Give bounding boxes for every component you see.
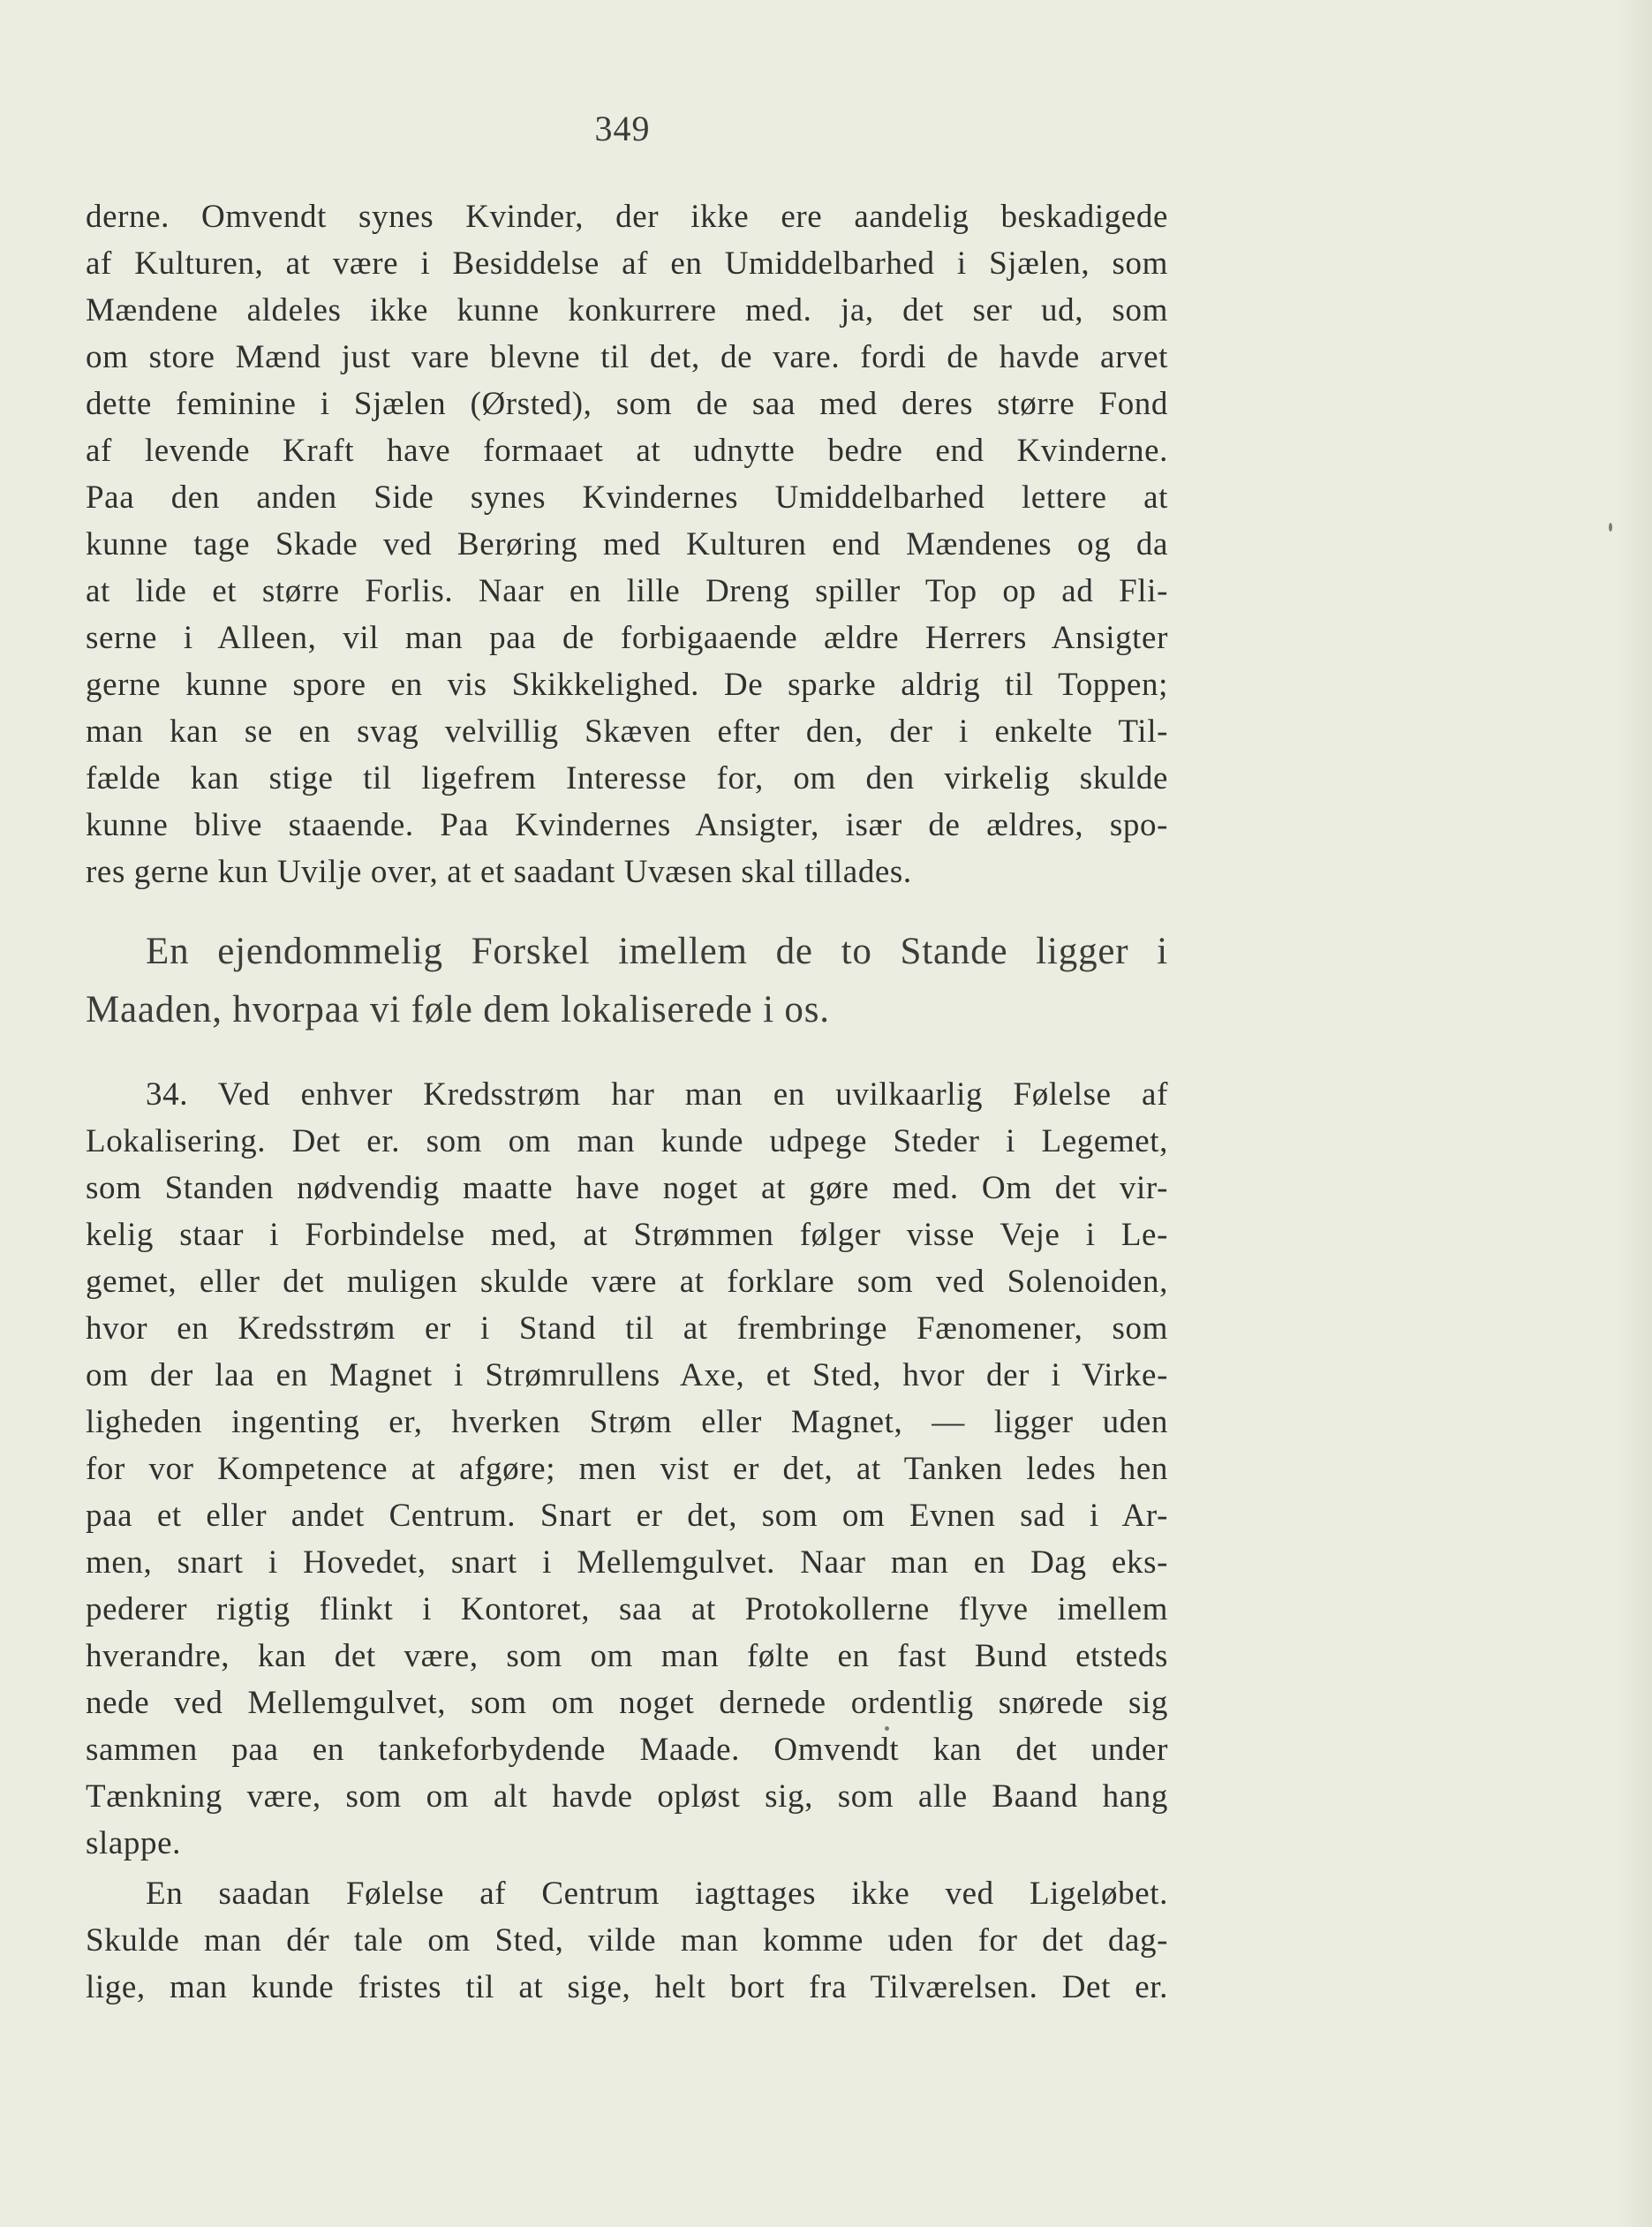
text-line: at lide et større Forlis. Naar en lille Dreng spiller Top op ad Fli- [86,573,1168,609]
paragraph-section-34 [86,1071,1168,1867]
summary-line: En ejendommelig Forskel imellem de to Stande ligger i [146,931,1168,972]
text-line: serne i Alleen, vil man paa de forbigaaende ældre Herrers Ansigter [86,620,1168,656]
text-line: derne. Omvendt synes Kvinder, der ikke ere aandelig beskadigede [86,199,1168,235]
text-line: fælde kan stige til ligefrem Interesse for, om den virkelig skulde [86,760,1168,796]
text-line: dette feminine i Sjælen (Ørsted), som de saa med deres større Fond [86,386,1168,422]
text-line: lige, man kunde fristes til at sige, helt bort fra Tilværelsen. Det er. [86,1969,1168,2005]
text-line: kelig staar i Forbindelse med, at Strømmen følger visse Veje i Le- [86,1217,1168,1253]
page-edge-shadow [1617,0,1652,2227]
text-line: hvor en Kredsstrøm er i Stand til at frembringe Fænomener, som [86,1310,1168,1347]
page-number: 349 [594,109,651,148]
text-line: pederer rigtig flinkt i Kontoret, saa at Protokollerne flyve imellem [86,1591,1168,1627]
text-line: paa et eller andet Centrum. Snart er det, som om Evnen sad i Ar- [86,1498,1168,1534]
text-line: man kan se en svag velvillig Skæven efter den, der i enkelte Til- [86,713,1168,750]
text-line: slappe. [86,1825,181,1861]
text-line: om store Mænd just vare blevne til det, de vare. fordi de havde arvet [86,339,1168,375]
text-line: En saadan Følelse af Centrum iagttages ikke ved Ligeløbet. [146,1876,1168,1912]
text-line: for vor Kompetence at afgøre; men vist er det, at Tanken ledes hen [86,1451,1168,1487]
section-summary [86,923,1168,1039]
scan-speck [1609,523,1612,532]
text-line: ligheden ingenting er, hverken Strøm eller Magnet, — ligger uden [86,1404,1168,1440]
text-line: kunne blive staaende. Paa Kvindernes Ansigter, især de ældres, spo- [86,807,1168,843]
text-line: 34. Ved enhver Kredsstrøm har man en uvilkaarlig Følelse af [146,1076,1168,1113]
text-line: af Kulturen, at være i Besiddelse af en Umiddelbarhed i Sjælen, som [86,245,1168,282]
text-line: men, snart i Hovedet, snart i Mellemgulvet. Naar man en Dag eks- [86,1544,1168,1581]
summary-line: Maaden, hvorpaa vi føle dem lokaliserede i os. [86,989,830,1030]
text-line: Skulde man dér tale om Sted, vilde man komme uden for det dag- [86,1922,1168,1959]
text-line: sammen paa en tankeforbydende Maade. Omvendt kan det under [86,1732,1168,1768]
text-line: af levende Kraft have formaaet at udnytte bedre end Kvinderne. [86,433,1168,469]
text-line: Tænkning være, som om alt havde opløst sig, som alle Baand hang [86,1778,1168,1815]
text-line: kunne tage Skade ved Berøring med Kulturen end Mændenes og da [86,526,1168,562]
text-line: Lokalisering. Det er. som om man kunde udpege Steder i Legemet, [86,1123,1168,1159]
paragraph-continued [86,193,1168,895]
text-line: som Standen nødvendig maatte have noget at gøre med. Om det vir- [86,1170,1168,1206]
text-line: gemet, eller det muligen skulde være at forklare som ved Solenoiden, [86,1264,1168,1300]
scan-speck [885,1726,889,1731]
text-line: om der laa en Magnet i Strømrullens Axe, et Sted, hvor der i Virke- [86,1357,1168,1393]
text-line: Mændene aldeles ikke kunne konkurrere med. ja, det ser ud, som [86,292,1168,328]
text-line: gerne kunne spore en vis Skikkelighed. De sparke aldrig til Toppen; [86,667,1168,703]
text-line: nede ved Mellemgulvet, som om noget dernede ordentlig snørede sig [86,1685,1168,1721]
text-line: res gerne kun Uvilje over, at et saadant Uvæsen skal tillades. [86,854,912,890]
text-line: hverandre, kan det være, som om man følte en fast Bund etsteds [86,1638,1168,1674]
paragraph-continuation [86,1870,1168,2011]
text-line: Paa den anden Side synes Kvindernes Umiddelbarhed lettere at [86,479,1168,516]
